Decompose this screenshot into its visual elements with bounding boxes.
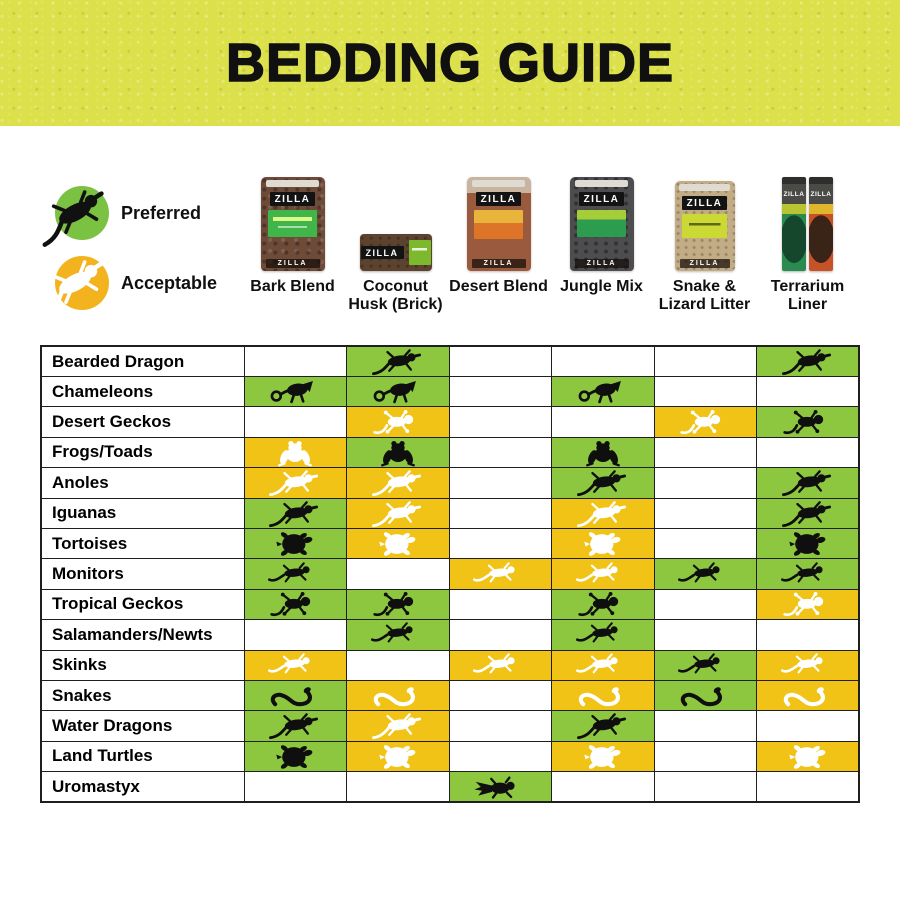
bag-label <box>682 214 728 238</box>
preferred-cell <box>757 468 860 498</box>
row-label: Land Turtles <box>41 741 244 771</box>
salamander-icon <box>661 652 749 680</box>
gecko-icon <box>354 409 442 437</box>
row-label: Anoles <box>41 468 244 498</box>
acceptable-cell <box>552 528 655 558</box>
lizard-icon <box>354 712 442 740</box>
product-label: Bark Blend <box>250 278 335 295</box>
bag-label <box>474 210 523 239</box>
row-label: Chameleons <box>41 377 244 407</box>
bag-label <box>577 210 626 237</box>
frog-icon <box>251 439 339 467</box>
empty-cell <box>654 711 757 741</box>
acceptable-cell <box>347 680 450 710</box>
snake-icon <box>354 682 442 710</box>
row-label: Frogs/Toads <box>41 437 244 467</box>
empty-cell <box>654 437 757 467</box>
preferred-cell <box>552 437 655 467</box>
turtle-icon <box>559 530 647 558</box>
zilla-logo: ZILLA <box>472 259 526 268</box>
lizard-icon <box>251 500 339 528</box>
turtle-icon <box>251 530 339 558</box>
preferred-cell <box>244 559 347 589</box>
table-row <box>41 559 859 589</box>
table-row <box>41 437 859 467</box>
preferred-cell <box>552 620 655 650</box>
terrarium-liner-boxes-image <box>756 165 859 271</box>
row-label: Tortoises <box>41 528 244 558</box>
salamander-icon <box>456 561 544 589</box>
bag-seal <box>472 180 526 187</box>
product-label: Snake & Lizard Litter <box>658 278 751 313</box>
acceptable-marker <box>55 256 109 310</box>
table-row <box>41 711 859 741</box>
acceptable-cell <box>347 741 450 771</box>
acceptable-cell <box>757 589 860 619</box>
empty-cell <box>654 498 757 528</box>
turtle-icon <box>559 743 647 771</box>
lizard-icon <box>764 469 852 497</box>
row-label: Monitors <box>41 559 244 589</box>
product-label: Coconut Husk (Brick) <box>348 278 443 313</box>
zilla-logo: ZILLA <box>270 192 316 206</box>
gecko-icon <box>354 591 442 619</box>
turtle-icon <box>354 743 442 771</box>
table-row <box>41 498 859 528</box>
gecko-icon <box>251 591 339 619</box>
salamander-icon <box>354 621 442 649</box>
bedding-matrix-table <box>40 345 860 803</box>
snake-icon <box>661 682 749 710</box>
preferred-cell <box>244 711 347 741</box>
empty-cell <box>757 711 860 741</box>
gecko-icon <box>764 591 852 619</box>
acceptable-cell <box>552 559 655 589</box>
salamander-icon <box>251 652 339 680</box>
empty-cell <box>654 589 757 619</box>
gecko-icon <box>661 409 749 437</box>
empty-cell <box>244 346 347 377</box>
zilla-logo: ZILLA <box>476 192 522 206</box>
table-row <box>41 346 859 377</box>
table-row <box>41 741 859 771</box>
preferred-cell <box>244 498 347 528</box>
frog-icon <box>559 439 647 467</box>
legend-acceptable <box>55 256 217 310</box>
preferred-cell <box>757 498 860 528</box>
lizard-icon <box>354 469 442 497</box>
empty-cell <box>449 437 552 467</box>
acceptable-cell <box>757 741 860 771</box>
zilla-logo: ZILLA <box>809 184 833 204</box>
acceptable-cell <box>449 559 552 589</box>
preferred-cell <box>552 377 655 407</box>
lizard-icon <box>764 348 852 376</box>
turtle-icon <box>354 530 442 558</box>
frog-icon <box>354 439 442 467</box>
preferred-cell <box>757 407 860 437</box>
salamander-icon <box>251 561 339 589</box>
empty-cell <box>347 559 450 589</box>
preferred-cell <box>654 559 757 589</box>
zilla-logo: ZILLA <box>782 184 806 204</box>
row-label: Iguanas <box>41 498 244 528</box>
lizard-icon <box>559 712 647 740</box>
preferred-cell <box>449 772 552 803</box>
jungle-mix-bag-image <box>550 165 653 271</box>
table-row <box>41 407 859 437</box>
zilla-logo: ZILLA <box>680 259 730 268</box>
legend-preferred-label: Preferred <box>121 202 202 223</box>
liner-box-green <box>782 177 806 271</box>
empty-cell <box>654 772 757 803</box>
lizard-icon <box>559 469 647 497</box>
acceptable-cell <box>552 498 655 528</box>
empty-cell <box>347 650 450 680</box>
zilla-logo: ZILLA <box>579 192 625 206</box>
acceptable-cell <box>347 407 450 437</box>
preferred-cell <box>347 377 450 407</box>
acceptable-cell <box>757 680 860 710</box>
snake-icon <box>559 682 647 710</box>
zilla-logo: ZILLA <box>266 259 320 268</box>
acceptable-cell <box>552 650 655 680</box>
bag-label <box>268 210 317 237</box>
acceptable-cell <box>347 528 450 558</box>
bag-seal <box>679 184 729 191</box>
empty-cell <box>449 407 552 437</box>
row-label: Salamanders/Newts <box>41 620 244 650</box>
chameleon-icon <box>559 378 647 406</box>
turtle-icon <box>764 530 852 558</box>
turtle-icon <box>251 743 339 771</box>
snake-icon <box>764 682 852 710</box>
preferred-cell <box>244 589 347 619</box>
bedding-matrix <box>40 345 860 803</box>
acceptable-cell <box>654 407 757 437</box>
empty-cell <box>654 468 757 498</box>
acceptable-cell <box>757 650 860 680</box>
zilla-logo: ZILLA <box>575 259 629 268</box>
acceptable-cell <box>347 711 450 741</box>
turtle-icon <box>764 743 852 771</box>
product-label: Terrarium Liner <box>770 278 845 313</box>
table-row <box>41 377 859 407</box>
banner <box>0 0 900 126</box>
salamander-icon <box>559 621 647 649</box>
salamander-icon <box>559 561 647 589</box>
preferred-cell <box>552 711 655 741</box>
empty-cell <box>552 772 655 803</box>
empty-cell <box>449 498 552 528</box>
preferred-cell <box>757 559 860 589</box>
empty-cell <box>449 377 552 407</box>
liner-box-orange <box>809 177 833 271</box>
empty-cell <box>449 620 552 650</box>
table-row <box>41 468 859 498</box>
bedding-matrix-body <box>41 346 859 802</box>
preferred-cell <box>244 377 347 407</box>
empty-cell <box>654 620 757 650</box>
snake-lizard-litter-bag-image <box>653 165 756 271</box>
acceptable-cell <box>244 468 347 498</box>
empty-cell <box>654 528 757 558</box>
uromastyx-icon <box>456 773 544 801</box>
product-jungle-mix <box>550 165 653 296</box>
empty-cell <box>757 377 860 407</box>
salamander-icon <box>456 652 544 680</box>
preferred-cell <box>347 620 450 650</box>
preferred-cell <box>244 680 347 710</box>
acceptable-cell <box>552 741 655 771</box>
gecko-icon <box>559 591 647 619</box>
row-label: Bearded Dragon <box>41 346 244 377</box>
empty-cell <box>654 346 757 377</box>
acceptable-cell <box>347 498 450 528</box>
table-row <box>41 680 859 710</box>
empty-cell <box>449 346 552 377</box>
lizard-icon <box>251 712 339 740</box>
preferred-cell <box>347 437 450 467</box>
empty-cell <box>449 680 552 710</box>
snake-icon <box>251 682 339 710</box>
table-row <box>41 772 859 803</box>
bag-seal <box>575 180 629 187</box>
empty-cell <box>449 711 552 741</box>
preferred-cell <box>654 680 757 710</box>
empty-cell <box>449 468 552 498</box>
empty-cell <box>244 407 347 437</box>
bag-seal <box>266 180 320 187</box>
row-label: Uromastyx <box>41 772 244 803</box>
lizard-icon <box>354 500 442 528</box>
table-row <box>41 650 859 680</box>
product-coconut-husk <box>344 165 447 314</box>
acceptable-cell <box>552 680 655 710</box>
empty-cell <box>552 346 655 377</box>
lizard-icon <box>26 250 122 321</box>
preferred-cell <box>347 589 450 619</box>
preferred-cell <box>552 468 655 498</box>
table-row <box>41 528 859 558</box>
empty-cell <box>449 741 552 771</box>
zilla-logo: ZILLA <box>682 196 728 210</box>
product-label: Desert Blend <box>449 278 548 295</box>
row-label: Desert Geckos <box>41 407 244 437</box>
coconut-husk-brick-image <box>344 165 447 271</box>
brick-label <box>409 240 431 265</box>
empty-cell <box>757 620 860 650</box>
preferred-cell <box>757 346 860 377</box>
lizard-icon <box>764 500 852 528</box>
chameleon-icon <box>354 378 442 406</box>
product-terrarium-liner <box>756 165 859 314</box>
preferred-cell <box>244 528 347 558</box>
acceptable-cell <box>347 468 450 498</box>
legend-acceptable-label: Acceptable <box>121 272 218 293</box>
row-label: Skinks <box>41 650 244 680</box>
lizard-icon <box>354 348 442 376</box>
lizard-icon <box>26 180 122 251</box>
salamander-icon <box>661 561 749 589</box>
preferred-cell <box>757 528 860 558</box>
lizard-icon <box>251 469 339 497</box>
empty-cell <box>757 772 860 803</box>
gecko-icon <box>764 409 852 437</box>
chameleon-icon <box>251 378 339 406</box>
preferred-cell <box>552 589 655 619</box>
row-label: Snakes <box>41 680 244 710</box>
empty-cell <box>757 437 860 467</box>
empty-cell <box>552 407 655 437</box>
empty-cell <box>449 528 552 558</box>
preferred-marker <box>55 186 109 240</box>
acceptable-cell <box>244 437 347 467</box>
zilla-logo: ZILLA <box>361 246 404 259</box>
table-row <box>41 620 859 650</box>
row-label: Tropical Geckos <box>41 589 244 619</box>
empty-cell <box>244 620 347 650</box>
row-label: Water Dragons <box>41 711 244 741</box>
empty-cell <box>654 377 757 407</box>
product-bark-blend <box>241 165 344 296</box>
product-snake-lizard-litter <box>653 165 756 314</box>
lizard-icon <box>559 500 647 528</box>
empty-cell <box>449 589 552 619</box>
table-row <box>41 589 859 619</box>
legend-preferred <box>55 186 201 240</box>
page-title: BEDDING GUIDE <box>225 33 675 93</box>
salamander-icon <box>764 561 852 589</box>
preferred-cell <box>654 650 757 680</box>
acceptable-cell <box>449 650 552 680</box>
product-desert-blend <box>447 165 550 296</box>
acceptable-cell <box>244 650 347 680</box>
empty-cell <box>347 772 450 803</box>
preferred-cell <box>244 741 347 771</box>
preferred-cell <box>347 346 450 377</box>
empty-cell <box>654 741 757 771</box>
empty-cell <box>244 772 347 803</box>
desert-blend-bag-image <box>447 165 550 271</box>
bark-blend-bag-image <box>241 165 344 271</box>
salamander-icon <box>559 652 647 680</box>
product-label: Jungle Mix <box>560 278 643 295</box>
salamander-icon <box>764 652 852 680</box>
